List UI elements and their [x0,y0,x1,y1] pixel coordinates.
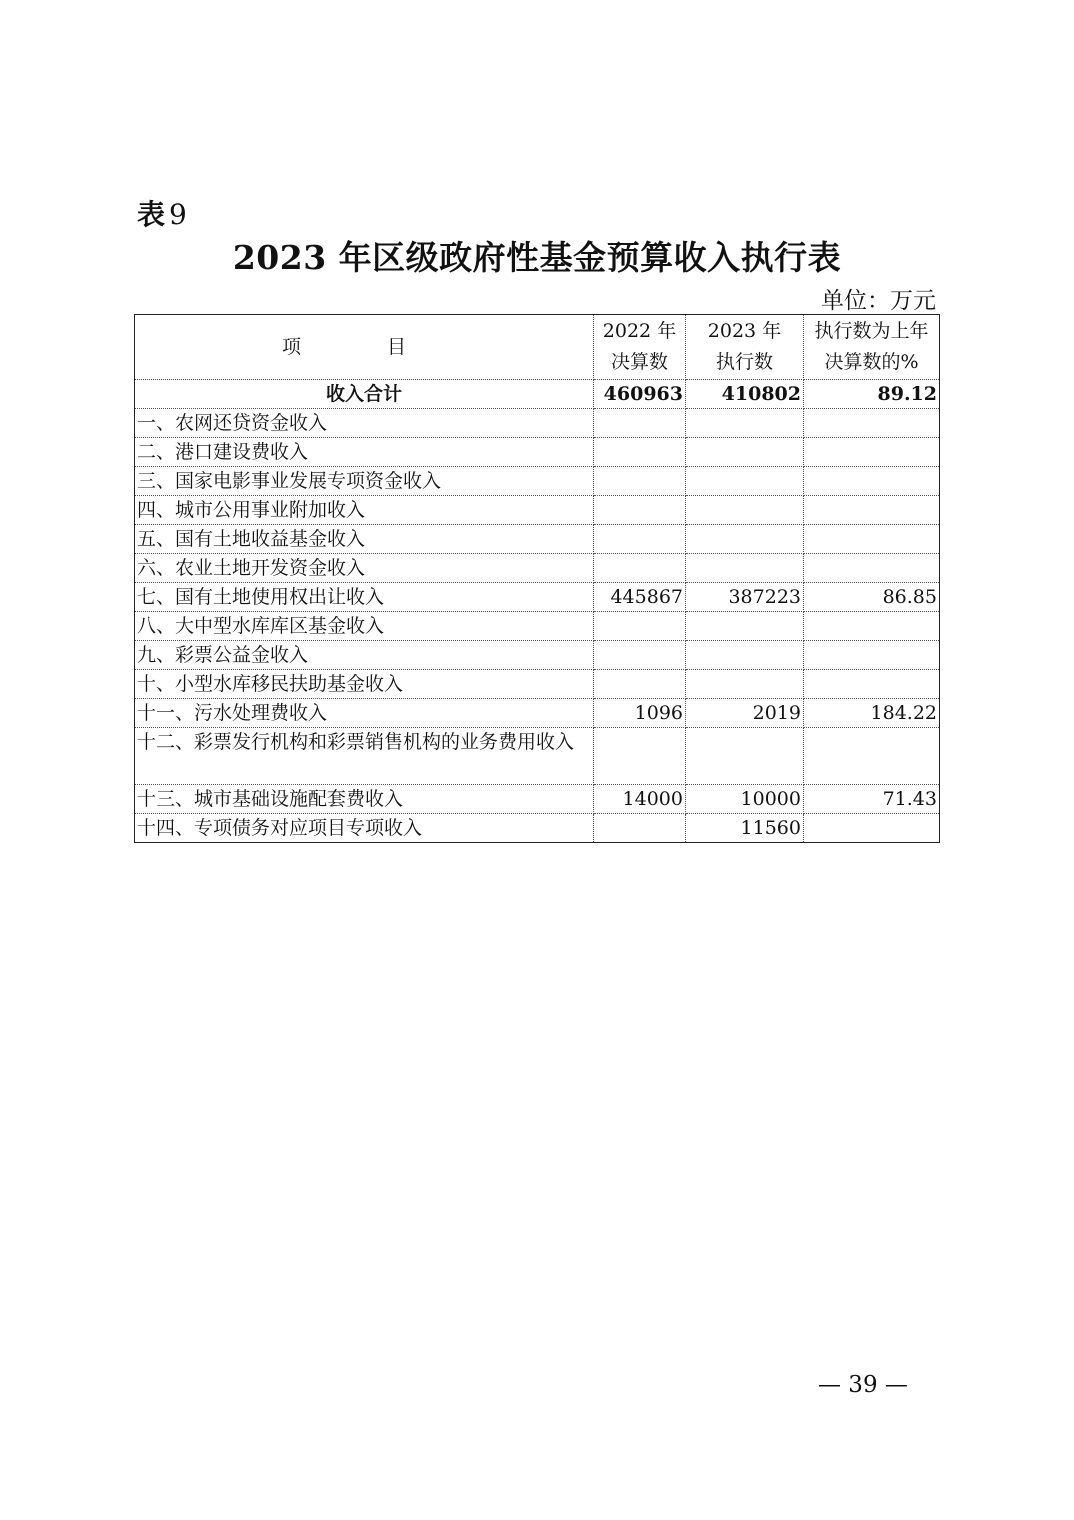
row-pct [804,814,940,843]
row-pct [804,728,940,785]
budget-table [134,314,940,843]
row-name: 十三、城市基础设施配套费收入 [135,785,594,814]
header-pct-line1: 执行数为上年 [814,320,929,342]
row-2022: 14000 [594,785,686,814]
row-pct [804,612,940,641]
header-2023 [686,315,804,380]
row-2022 [594,496,686,525]
row-name: 十二、彩票发行机构和彩票销售机构的业务费用收入 [135,728,594,785]
table-row [135,699,940,728]
table-label [137,193,187,233]
row-name: 七、国有土地使用权出让收入 [135,583,594,612]
row-pct [804,670,940,699]
row-2023 [686,670,804,699]
row-2023 [686,409,804,438]
header-2023-line2: 执行数 [715,351,773,373]
row-2022 [594,438,686,467]
table-row [135,728,940,785]
table-row [135,438,940,467]
row-2022 [594,814,686,843]
header-2022-line2: 决算数 [610,351,668,373]
row-2022: 1096 [594,699,686,728]
row-2023 [686,438,804,467]
row-pct [804,496,940,525]
row-2023: 2019 [686,699,804,728]
header-row [135,315,940,380]
row-2023 [686,467,804,496]
row-pct [804,438,940,467]
row-name: 六、农业土地开发资金收入 [135,554,594,583]
row-name: 三、国家电影事业发展专项资金收入 [135,467,594,496]
table-row [135,554,940,583]
row-2022 [594,641,686,670]
table-row [135,525,940,554]
row-name: 十、小型水库移民扶助基金收入 [135,670,594,699]
header-pct-line2: 决算数的% [824,351,919,373]
table-row [135,467,940,496]
row-name: 二、港口建设费收入 [135,438,594,467]
row-2022 [594,409,686,438]
total-pct: 89.12 [804,380,940,409]
row-name: 一、农网还贷资金收入 [135,409,594,438]
total-row [135,380,940,409]
header-item: 项 目 [135,315,594,380]
table-row [135,496,940,525]
total-name: 收入合计 [135,380,594,409]
page-number: — 39 — [818,1372,908,1398]
table-row [135,670,940,699]
row-2023: 11560 [686,814,804,843]
table-row [135,612,940,641]
page-title: 2023 年区级政府性基金预算收入执行表 [232,238,842,277]
row-name: 五、国有土地收益基金收入 [135,525,594,554]
row-2022 [594,670,686,699]
header-2022 [594,315,686,380]
row-pct [804,467,940,496]
row-2023 [686,641,804,670]
row-2023 [686,525,804,554]
unit-label: 单位：万元 [821,288,936,314]
table-label-text: 表 [137,198,166,231]
row-2023 [686,612,804,641]
row-2023: 387223 [686,583,804,612]
total-2023: 410802 [686,380,804,409]
row-pct [804,525,940,554]
table-row [135,641,940,670]
header-2022-line1: 2022 年 [602,320,677,342]
row-name: 十四、专项债务对应项目专项收入 [135,814,594,843]
row-2022 [594,612,686,641]
row-2023 [686,728,804,785]
row-2022 [594,554,686,583]
total-2022: 460963 [594,380,686,409]
row-2022 [594,728,686,785]
table-row [135,583,940,612]
row-name: 四、城市公用事业附加收入 [135,496,594,525]
row-2022 [594,525,686,554]
header-pct [804,315,940,380]
table-row [135,409,940,438]
row-2022: 445867 [594,583,686,612]
row-pct [804,641,940,670]
table-number: 9 [169,198,187,231]
row-2023 [686,496,804,525]
row-2023 [686,554,804,583]
row-2022 [594,467,686,496]
table-row [135,814,940,843]
table-row [135,785,940,814]
row-pct: 71.43 [804,785,940,814]
row-pct [804,554,940,583]
row-name: 九、彩票公益金收入 [135,641,594,670]
row-pct: 86.85 [804,583,940,612]
header-2023-line1: 2023 年 [707,320,782,342]
row-pct: 184.22 [804,699,940,728]
row-name: 八、大中型水库库区基金收入 [135,612,594,641]
row-name: 十一、污水处理费收入 [135,699,594,728]
row-2023: 10000 [686,785,804,814]
row-pct [804,409,940,438]
